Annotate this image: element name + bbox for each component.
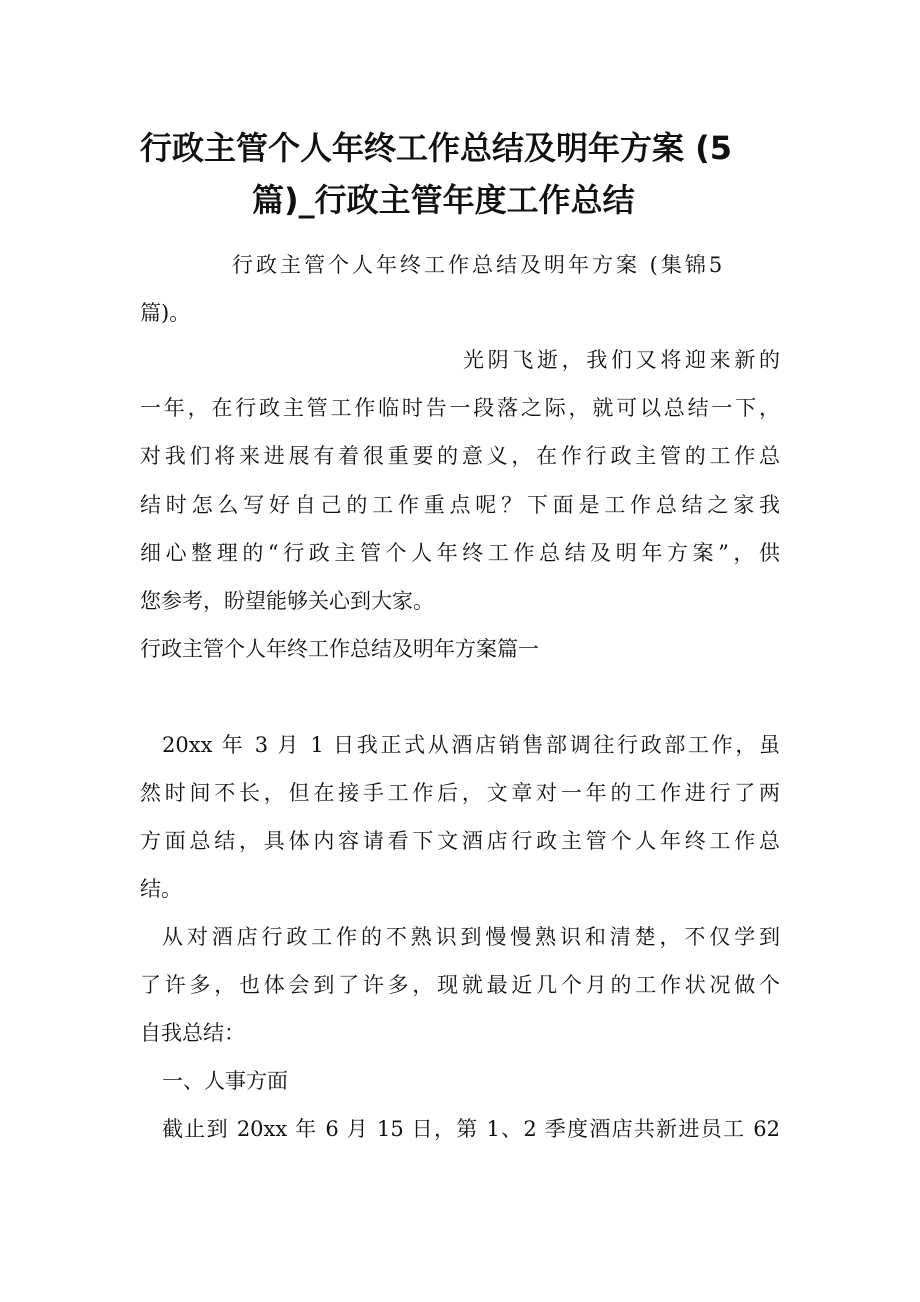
text-line: 一年，在行政主管工作临时告一段落之际，就可以总结一下， bbox=[140, 396, 780, 420]
text-line: 结。 bbox=[140, 877, 182, 901]
text-line: 从对酒店行政工作的不熟识到慢慢熟识和清楚，不仅学到 bbox=[162, 925, 780, 949]
text-line: 了许多，也体会到了许多，现就最近几个月的工作状况做个 bbox=[140, 973, 780, 997]
text-line: 行政主管个人年终工作总结及明年方案 (集锦5 bbox=[232, 253, 726, 277]
section-heading: 行政主管个人年终工作总结及明年方案篇一 bbox=[140, 637, 539, 661]
text-line: 光阴飞逝，我们又将迎来新的 bbox=[463, 348, 780, 372]
text-line: 方面总结，具体内容请看下文酒店行政主管个人年终工作总 bbox=[140, 829, 780, 853]
text-line: 您参考，盼望能够关心到大家。 bbox=[140, 589, 434, 613]
title-line: 行政主管个人年终工作总结及明年方案 (5 bbox=[140, 129, 733, 167]
title-line: 篇)_行政主管年度工作总结 bbox=[252, 181, 635, 219]
text-line: 20xx 年 3 月 1 日我正式从酒店销售部调往行政部工作，虽 bbox=[162, 733, 780, 757]
text-line: 细心整理的“行政主管个人年终工作总结及明年方案”，供 bbox=[140, 541, 780, 565]
text-line: 自我总结： bbox=[140, 1021, 245, 1045]
text-line: 然时间不长，但在接手工作后，文章对一年的工作进行了两 bbox=[140, 781, 780, 805]
subheading: 一、人事方面 bbox=[162, 1069, 288, 1093]
text-line: 截止到 20xx 年 6 月 15 日，第 1、2 季度酒店共新进员工 62 bbox=[162, 1117, 780, 1141]
text-line: 篇)。 bbox=[140, 301, 191, 325]
text-line: 对我们将来进展有着很重要的意义，在作行政主管的工作总 bbox=[140, 444, 780, 468]
text-line: 结时怎么写好自己的工作重点呢？下面是工作总结之家我 bbox=[140, 493, 780, 517]
